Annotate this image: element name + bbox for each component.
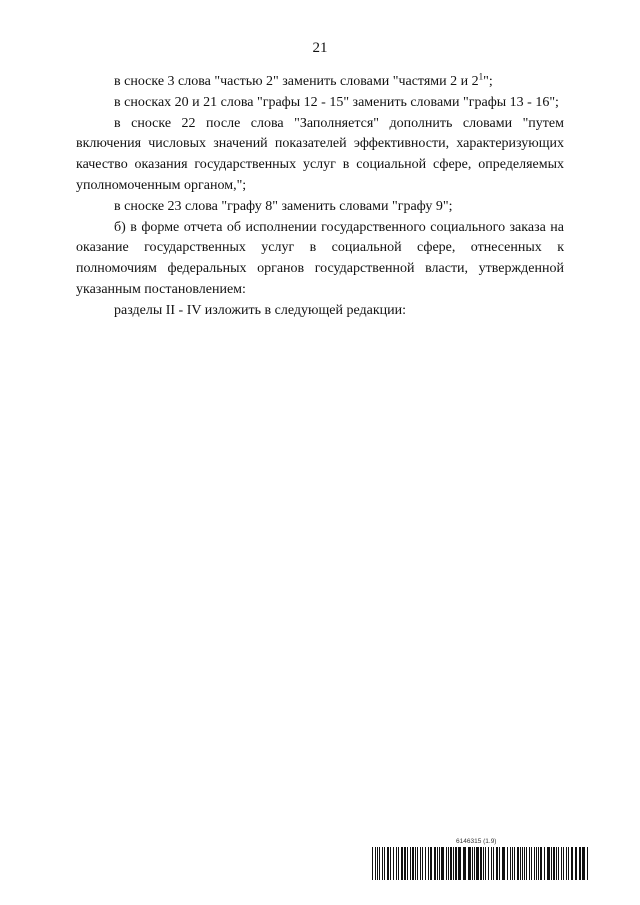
barcode-bar xyxy=(393,847,394,880)
barcode-bar xyxy=(551,847,552,880)
barcode-bar xyxy=(476,847,479,880)
barcode-bar xyxy=(561,847,562,880)
barcode-bar xyxy=(463,847,466,880)
barcode-bar xyxy=(531,847,532,880)
barcode-bars xyxy=(372,847,590,880)
barcode-bar xyxy=(439,847,440,880)
barcode-bar xyxy=(425,847,426,880)
barcode-bar xyxy=(575,847,577,880)
barcode-bar xyxy=(538,847,539,880)
barcode-bar xyxy=(534,847,535,880)
barcode-bar xyxy=(491,847,492,880)
barcode-bar xyxy=(396,847,397,880)
barcode-bar xyxy=(453,847,454,880)
barcode-bar xyxy=(499,847,500,880)
barcode-bar xyxy=(375,847,376,880)
barcode-bar xyxy=(472,847,473,880)
barcode-bar xyxy=(536,847,537,880)
barcode-bar xyxy=(582,847,585,880)
barcode-bar xyxy=(417,847,418,880)
barcode-bar xyxy=(448,847,449,880)
barcode-bar xyxy=(526,847,527,880)
barcode-bar xyxy=(517,847,519,880)
paragraph-text: в сноске 3 слова "частью 2" заменить словами "частями 2 и 2 xyxy=(114,74,479,89)
barcode-bar xyxy=(483,847,484,880)
barcode-bar xyxy=(390,847,391,880)
barcode-bar xyxy=(485,847,486,880)
paragraph-text: "; xyxy=(483,74,493,89)
barcode-bar xyxy=(387,847,389,880)
barcode-caption: 6146315 (1.9) xyxy=(456,838,497,845)
barcode-bar xyxy=(571,847,573,880)
barcode-bar xyxy=(434,847,436,880)
barcode-bar xyxy=(382,847,383,880)
barcode-bar xyxy=(514,847,515,880)
barcode-bar xyxy=(524,847,525,880)
barcode-bar xyxy=(493,847,494,880)
barcode-bar xyxy=(540,847,542,880)
barcode-bar xyxy=(587,847,588,880)
barcode-bar xyxy=(407,847,408,880)
barcode-bar xyxy=(488,847,489,880)
barcode-bar xyxy=(563,847,564,880)
barcode-bar xyxy=(412,847,414,880)
barcode-bar xyxy=(372,847,373,880)
barcode-bar xyxy=(422,847,423,880)
barcode-bar xyxy=(441,847,444,880)
barcode-bar xyxy=(544,847,545,880)
barcode-bar xyxy=(455,847,457,880)
barcode-bar xyxy=(398,847,399,880)
barcode-bar xyxy=(480,847,482,880)
barcode-bar xyxy=(450,847,452,880)
paragraph-report-form: б) в форме отчета об исполнении государственного социального заказа на оказание государственных услуг в социальной сфере, отнесенных к полномочиям федеральных органов государственной власти, утвержденной указанным постановлением: xyxy=(76,219,564,297)
paragraph-footnote-3 xyxy=(76,72,564,93)
barcode-bar xyxy=(507,847,508,880)
barcode-bar xyxy=(547,847,550,880)
barcode-bar xyxy=(510,847,511,880)
document-body xyxy=(76,72,564,322)
paragraph-footnote-23: в сноске 23 слова "графу 8" заменить словами "графу 9"; xyxy=(114,198,453,214)
barcode-bar xyxy=(520,847,521,880)
paragraph-sections: разделы II - IV изложить в следующей редакции: xyxy=(114,302,406,318)
barcode-bar xyxy=(566,847,567,880)
barcode-bar xyxy=(553,847,555,880)
barcode-bar xyxy=(522,847,523,880)
barcode-bar xyxy=(496,847,498,880)
page-number: 21 xyxy=(312,40,328,56)
paragraph-footnotes-20-21: в сносках 20 и 21 слова "графы 12 - 15" заменить словами "графы 13 - 16"; xyxy=(114,94,559,110)
barcode-bar xyxy=(502,847,505,880)
barcode-bar xyxy=(420,847,421,880)
barcode-bar xyxy=(415,847,416,880)
barcode-bar xyxy=(458,847,461,880)
barcode-bar xyxy=(430,847,432,880)
barcode-bar xyxy=(468,847,471,880)
barcode-bar xyxy=(512,847,513,880)
barcode-bar xyxy=(377,847,378,880)
barcode-bar xyxy=(529,847,530,880)
paragraph-footnote-22: в сноске 22 после слова "Заполняется" дополнить словами "путем включения числовых значений показателей эффективности, характеризующих качество оказания государственных услуг в социальной сфере, определяемых уполномоченным органом,"; xyxy=(76,115,564,193)
barcode-bar xyxy=(428,847,429,880)
barcode-bar xyxy=(384,847,385,880)
barcode xyxy=(372,838,590,880)
barcode-bar xyxy=(556,847,557,880)
barcode-bar xyxy=(474,847,475,880)
barcode-bar xyxy=(579,847,581,880)
barcode-bar xyxy=(401,847,403,880)
barcode-bar xyxy=(410,847,411,880)
barcode-bar xyxy=(404,847,406,880)
barcode-bar xyxy=(437,847,438,880)
superscript: 1 xyxy=(478,71,484,82)
barcode-bar xyxy=(379,847,380,880)
barcode-bar xyxy=(568,847,569,880)
barcode-bar xyxy=(558,847,559,880)
barcode-bar xyxy=(446,847,447,880)
